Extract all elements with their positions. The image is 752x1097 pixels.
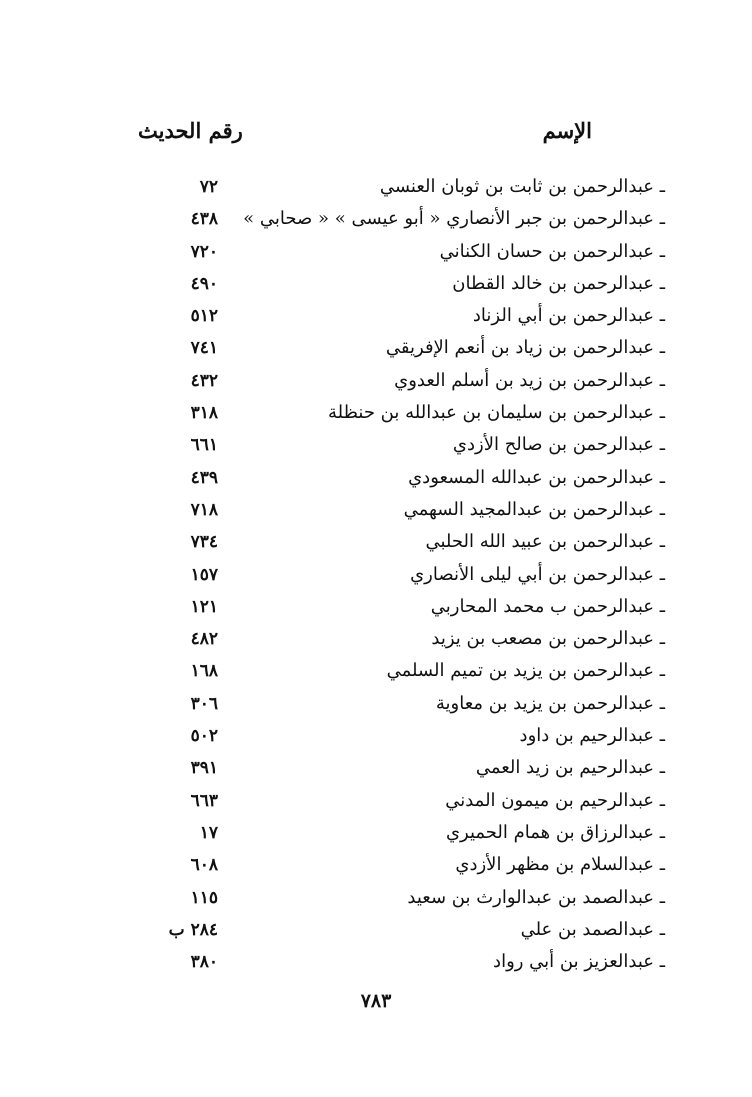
index-row <box>130 238 665 270</box>
narrator-name: ـ عبدالرحمن بن جبر الأنصاري « أبو عيسى » « صحابي » <box>243 208 665 230</box>
index-row <box>130 819 665 851</box>
hadith-number: ٧١٨ <box>190 499 218 520</box>
hadith-number: ٧٢٠ <box>190 241 218 262</box>
narrator-name: ـ عبدالرحمن بن يزيد بن معاوية <box>435 692 665 714</box>
index-row <box>130 787 665 819</box>
index-row <box>130 593 665 625</box>
index-row <box>130 884 665 916</box>
index-list <box>130 173 665 980</box>
narrator-name: ـ عبدالرحمن بن خالد القطان <box>452 272 665 294</box>
narrator-name: ـ عبدالرحمن بن حسان الكناني <box>439 240 665 262</box>
index-row <box>130 657 665 689</box>
narrator-name: ـ عبدالرحمن بن ثابت بن ثوبان العنسي <box>379 176 665 197</box>
narrator-name: ـ عبدالرحيم بن زيد العمي <box>475 757 665 779</box>
index-row <box>130 302 665 334</box>
index-row <box>130 431 665 463</box>
hadith-number: ١١٥ <box>190 887 218 908</box>
hadith-number: ٥١٢ <box>190 306 218 327</box>
narrator-name: ـ عبدالرحمن بن سليمان بن عبدالله بن حنظلة <box>328 402 665 424</box>
narrator-name: ـ عبدالرحيم بن داود <box>519 725 665 747</box>
index-row <box>130 173 665 205</box>
index-row <box>130 334 665 366</box>
index-row <box>130 205 665 237</box>
hadith-number: ٧٤١ <box>190 338 218 359</box>
hadith-number: ١٥٧ <box>190 564 218 585</box>
number-column-header: رقم الحديث <box>138 118 243 143</box>
index-row <box>130 496 665 528</box>
hadith-number: ٣٩١ <box>190 758 218 779</box>
hadith-number: ٢٨٤ ب <box>168 919 218 940</box>
hadith-number: ٥٠٢ <box>190 726 218 747</box>
index-row <box>130 754 665 786</box>
hadith-number: ٣٨٠ <box>190 952 218 973</box>
narrator-name: ـ عبدالرحمن بن عبيد الله الحلبي <box>425 531 665 553</box>
index-row <box>130 367 665 399</box>
hadith-number: ٤٣٢ <box>190 370 218 391</box>
hadith-number: ١٦٨ <box>190 661 218 682</box>
hadith-number: ٣٠٦ <box>190 693 218 714</box>
narrator-name: ـ عبدالرحيم بن ميمون المدني <box>445 789 665 811</box>
hadith-number: ١٧ <box>199 822 218 843</box>
index-row <box>130 270 665 302</box>
hadith-number: ٤٨٢ <box>190 629 218 650</box>
hadith-number: ٦٦١ <box>190 435 218 456</box>
hadith-number: ٤٣٨ <box>190 209 218 230</box>
hadith-number: ٧٣٤ <box>190 532 218 553</box>
hadith-number: ٤٩٠ <box>190 273 218 294</box>
narrator-name: ـ عبدالرزاق بن همام الحميري <box>445 821 665 843</box>
hadith-number: ٤٣٩ <box>190 467 218 488</box>
hadith-number: ٣١٨ <box>190 403 218 424</box>
narrator-name: ـ عبدالرحمن بن أبي ليلى الأنصاري <box>410 563 665 585</box>
hadith-number: ٦٠٨ <box>190 855 218 876</box>
index-row <box>130 851 665 883</box>
narrator-name: ـ عبدالرحمن بن زيد بن أسلم العدوي <box>394 369 665 391</box>
hadith-number: ١٢١ <box>190 596 218 617</box>
narrator-name: ـ عبدالعزيز بن أبي رواد <box>493 951 665 973</box>
narrator-name: ـ عبدالرحمن بن أبي الزناد <box>472 305 665 327</box>
page-number: ٧٨٣ <box>360 990 392 1012</box>
narrator-name: ـ عبدالرحمن بن عبدالله المسعودي <box>408 466 665 488</box>
index-row <box>130 464 665 496</box>
index-row <box>130 948 665 980</box>
narrator-name: ـ عبدالرحمن بن صالح الأزدي <box>452 434 665 456</box>
index-row <box>130 916 665 948</box>
narrator-name: ـ عبدالسلام بن مظهر الأزدي <box>455 854 665 876</box>
narrator-name: ـ عبدالرحمن بن زياد بن أنعم الإفريقي <box>385 337 665 359</box>
index-row <box>130 722 665 754</box>
index-row <box>130 625 665 657</box>
index-row <box>130 690 665 722</box>
hadith-number: ٧٢ <box>199 177 218 197</box>
narrator-name: ـ عبدالرحمن بن يزيد بن تميم السلمي <box>386 660 665 682</box>
narrator-name: ـ عبدالصمد بن عبدالوارث بن سعيد <box>407 886 665 908</box>
name-column-header: الإسم <box>542 118 592 143</box>
index-row <box>130 399 665 431</box>
narrator-name: ـ عبدالرحمن بن مصعب بن يزيد <box>431 628 665 650</box>
narrator-name: ـ عبدالرحمن ب محمد المحاربي <box>430 595 665 617</box>
hadith-number: ٦٦٣ <box>190 790 218 811</box>
narrator-name: ـ عبدالصمد بن علي <box>520 918 665 940</box>
index-row <box>130 528 665 560</box>
index-row <box>130 561 665 593</box>
narrator-name: ـ عبدالرحمن بن عبدالمجيد السهمي <box>403 498 665 520</box>
